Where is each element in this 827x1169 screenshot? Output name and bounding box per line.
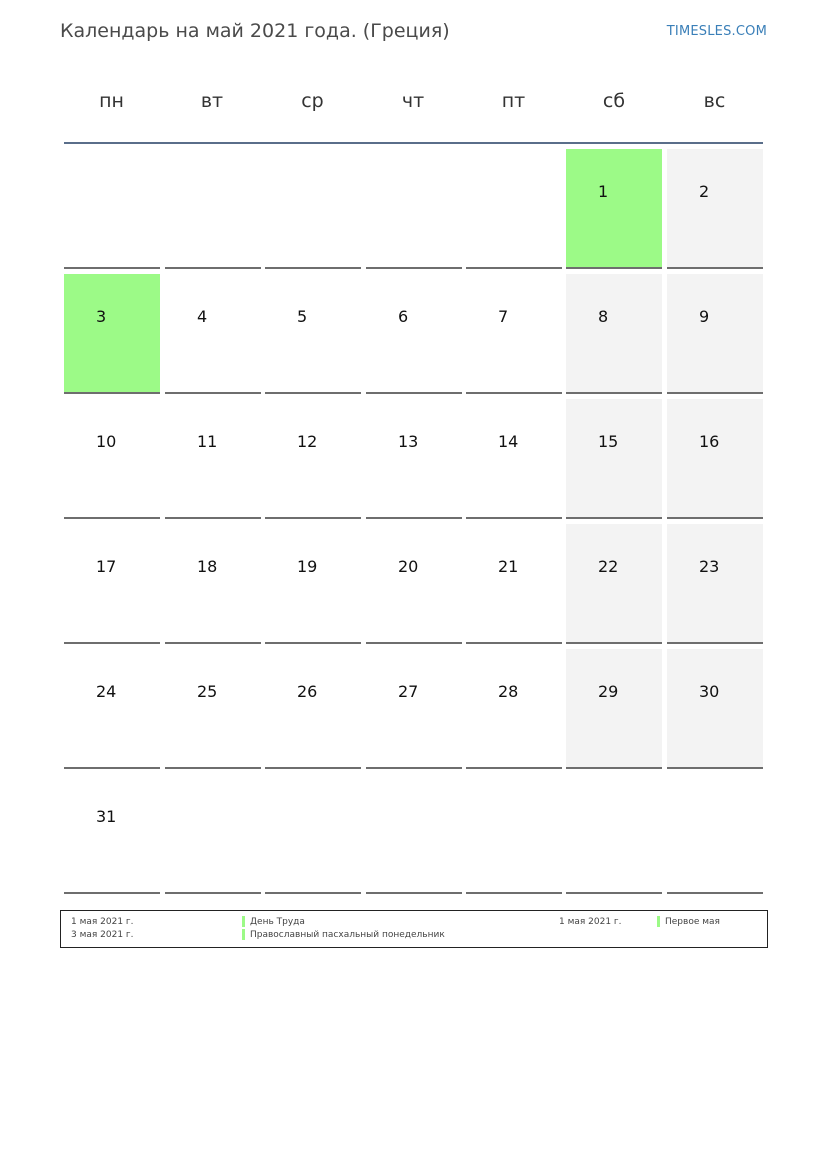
day-cell[interactable] [366,649,462,769]
day-number: 24 [96,682,117,701]
day-number: 17 [96,557,117,576]
day-number: 26 [297,682,318,701]
empty-day-cell [64,149,160,269]
day-cell[interactable] [466,649,562,769]
empty-day-cell [667,774,763,894]
legend-item [242,916,305,927]
day-cell[interactable] [165,524,261,644]
weekday-sat: сб [602,90,626,112]
day-cell[interactable] [165,274,261,394]
day-number: 11 [197,432,218,451]
empty-day-cell [566,774,662,894]
day-cell[interactable] [64,649,160,769]
day-cell[interactable] [165,649,261,769]
day-number: 10 [96,432,117,451]
weekday-mon: пн [99,90,124,112]
day-number: 7 [498,307,509,326]
day-cell[interactable] [667,524,763,644]
day-number: 18 [197,557,218,576]
day-number: 12 [297,432,318,451]
day-number: 8 [598,307,609,326]
day-cell[interactable] [366,524,462,644]
day-cell[interactable] [566,399,662,519]
day-cell[interactable] [265,649,361,769]
day-number: 19 [297,557,318,576]
weekday-fri: пт [501,90,526,112]
day-number: 13 [398,432,419,451]
day-cell[interactable] [64,274,160,394]
day-number: 25 [197,682,218,701]
day-cell[interactable] [64,774,160,894]
empty-day-cell [265,774,361,894]
empty-day-cell [466,149,562,269]
day-cell[interactable] [667,149,763,269]
day-number: 31 [96,807,117,826]
weekday-wed: ср [301,90,324,112]
weekday-sun: вс [703,90,726,112]
empty-day-cell [466,774,562,894]
holiday-color-marker [242,929,245,940]
brand-link[interactable]: TIMESLES.COM [666,24,767,39]
legend-date: 3 мая 2021 г. [71,930,134,940]
day-cell[interactable] [165,399,261,519]
day-number: 4 [197,307,208,326]
day-cell[interactable] [366,274,462,394]
day-cell[interactable] [265,524,361,644]
day-number: 2 [699,182,710,201]
day-cell[interactable] [667,399,763,519]
legend-name: День Труда [250,917,305,927]
day-number: 5 [297,307,308,326]
day-number: 14 [498,432,519,451]
page-title: Календарь на май 2021 года. (Греция) [60,20,450,42]
empty-day-cell [366,149,462,269]
empty-day-cell [366,774,462,894]
day-number: 9 [699,307,710,326]
day-number: 6 [398,307,409,326]
day-number: 21 [498,557,519,576]
day-number: 29 [598,682,619,701]
legend-item [657,916,720,927]
day-number: 20 [398,557,419,576]
day-cell[interactable] [265,399,361,519]
legend-date: 1 мая 2021 г. [71,917,134,927]
day-cell[interactable] [466,524,562,644]
day-cell[interactable] [566,274,662,394]
day-number: 28 [498,682,519,701]
day-cell[interactable] [64,399,160,519]
empty-day-cell [165,149,261,269]
day-cell[interactable] [366,399,462,519]
day-number: 23 [699,557,720,576]
weekday-header [64,90,763,120]
holiday-color-marker [657,916,660,927]
day-number: 15 [598,432,619,451]
day-number: 30 [699,682,720,701]
legend-name: Православный пасхальный понедельник [250,930,445,940]
day-cell[interactable] [667,649,763,769]
day-number: 22 [598,557,619,576]
day-number: 16 [699,432,720,451]
empty-day-cell [265,149,361,269]
day-cell[interactable] [566,524,662,644]
header-divider [64,142,763,144]
weekday-thu: чт [401,90,425,112]
day-cell[interactable] [566,149,662,269]
day-cell[interactable] [466,274,562,394]
day-cell[interactable] [566,649,662,769]
legend-item [242,929,445,940]
holiday-legend [60,910,768,948]
day-cell[interactable] [64,524,160,644]
weekday-tue: вт [200,90,224,112]
day-number: 3 [96,307,107,326]
day-number: 1 [598,182,609,201]
empty-day-cell [165,774,261,894]
day-number: 27 [398,682,419,701]
day-cell[interactable] [466,399,562,519]
legend-date: 1 мая 2021 г. [559,917,622,927]
legend-name: Первое мая [665,917,720,927]
day-cell[interactable] [667,274,763,394]
day-cell[interactable] [265,274,361,394]
holiday-color-marker [242,916,245,927]
